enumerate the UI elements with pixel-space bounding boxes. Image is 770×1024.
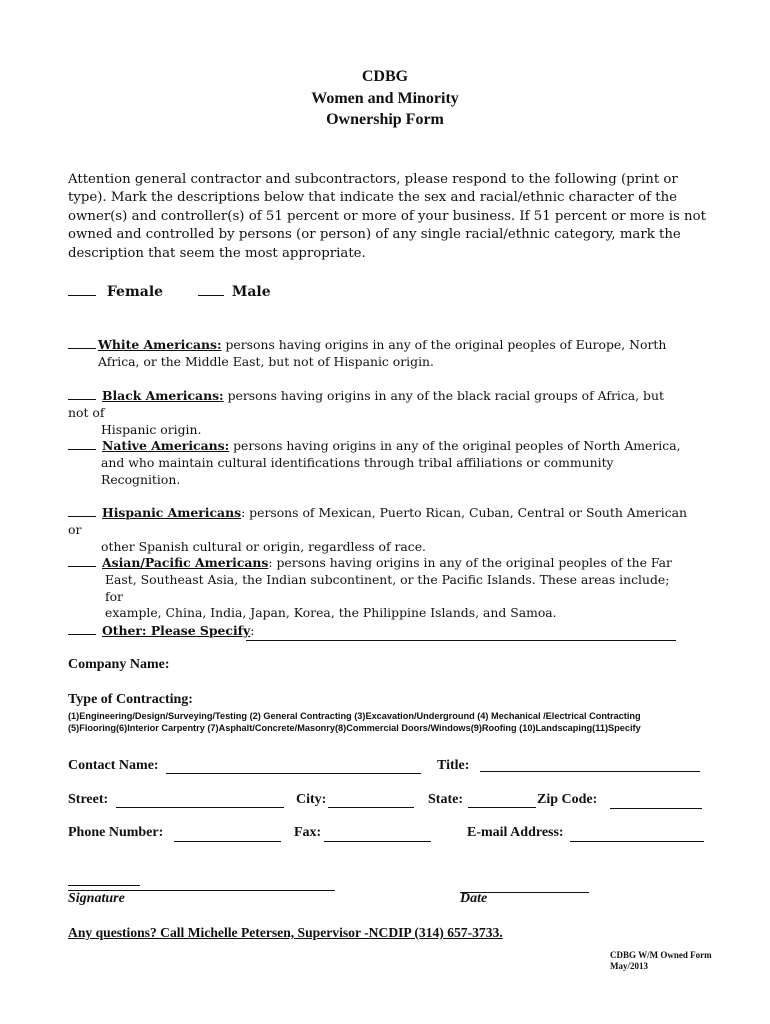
- date-label: Date: [460, 891, 488, 906]
- category-name: Hispanic Americans: [102, 505, 242, 520]
- intro-text: Attention general contractor and subcontractors, please respond to the following (print or type). Mark the descriptions below that indicate the sex and racial/ethnic character of the owner(s) and controller(s) of 51 percent or more of your business. If 51 percent or more is not owned and controlled by persons (or person) of any single racial/ethnic category, mark the description that seem the most appropriate.: [68, 172, 706, 261]
- category-native-americans: [68, 437, 688, 488]
- phone-number-label: Phone Number:: [68, 825, 164, 840]
- company-name-label: Company Name:: [68, 657, 170, 672]
- intro-paragraph: [68, 171, 708, 263]
- category-desc-cont: and who maintain cultural identifications through tribal affiliations or community: [101, 454, 614, 470]
- category-name: Asian/Pacific Americans: [102, 555, 269, 570]
- form-title: [0, 66, 770, 131]
- other-specify-field[interactable]: [246, 640, 676, 641]
- female-label: Female: [106, 284, 164, 300]
- category-white-americans: [68, 336, 688, 371]
- category-desc-cont: East, Southeast Asia, the Indian subcontinent, or the Pacific Islands. These areas include; for: [105, 571, 670, 604]
- type-of-contracting-label: Type of Contracting:: [68, 692, 193, 707]
- signature-label: Signature: [68, 891, 125, 906]
- fax-label: Fax:: [294, 825, 322, 840]
- category-checkbox-blank[interactable]: [68, 504, 96, 517]
- category-desc: persons having origins in any of the black racial groups of Africa, but not of: [68, 388, 664, 420]
- category-name: White Americans:: [98, 337, 222, 352]
- contracting-types-line-2: (5)Flooring(6)Interior Carpentry (7)Asphalt/Concrete/Masonry(8)Commercial Doors/Windows(9)Roofing (10)Landscaping(11)Specify: [68, 723, 641, 733]
- category-desc-cont: other Spanish cultural or origin, regardless of race.: [101, 538, 427, 554]
- title-line-1: CDBG: [361, 68, 409, 85]
- category-desc-cont-2: Recognition.: [101, 471, 181, 487]
- title-line-3: Ownership Form: [326, 111, 444, 128]
- sex-selection: [68, 281, 271, 300]
- state-label: State:: [428, 792, 463, 807]
- category-desc: persons having origins in any of the original peoples of North America,: [229, 438, 681, 453]
- category-desc: : persons having origins in any of the original peoples of the Far: [268, 555, 672, 570]
- category-checkbox-blank[interactable]: [68, 437, 96, 450]
- category-name: Other: Please Specify: [102, 623, 251, 638]
- street-label: Street:: [68, 792, 109, 807]
- fax-field[interactable]: [324, 841, 431, 842]
- contact-name-label: Contact Name:: [68, 758, 159, 773]
- category-name: Black Americans:: [102, 388, 224, 403]
- category-desc-cont-2: example, China, India, Japan, Korea, the Philippine Islands, and Samoa.: [105, 605, 557, 621]
- contracting-types-list: [68, 710, 708, 734]
- contact-name-field[interactable]: [166, 773, 421, 774]
- state-field[interactable]: [468, 807, 536, 808]
- city-label: City:: [296, 792, 327, 807]
- email-address-field[interactable]: [570, 841, 704, 842]
- category-desc: persons having origins in any of the original peoples of Europe, North: [221, 337, 667, 352]
- category-other: [68, 622, 688, 640]
- category-desc: : persons of Mexican, Puerto Rican, Cuban, Central or South American or: [68, 505, 688, 537]
- title-label: Title:: [437, 758, 470, 773]
- male-checkbox-blank[interactable]: [198, 281, 224, 296]
- category-checkbox-blank[interactable]: [68, 387, 96, 400]
- category-checkbox-blank[interactable]: [68, 622, 96, 635]
- male-label: Male: [231, 284, 271, 300]
- category-hispanic-americans: [68, 504, 688, 555]
- phone-number-field[interactable]: [174, 841, 281, 842]
- city-field[interactable]: [328, 807, 414, 808]
- category-desc: :: [250, 623, 255, 638]
- category-checkbox-blank[interactable]: [68, 336, 96, 349]
- footer-line-2: May/2013: [610, 961, 648, 971]
- questions-contact-line: Any questions? Call Michelle Petersen, Supervisor -NCDIP (314) 657-3733.: [68, 925, 503, 940]
- category-desc-cont: Hispanic origin.: [101, 421, 202, 437]
- category-name: Native Americans:: [102, 438, 230, 453]
- zip-code-field[interactable]: [610, 808, 702, 809]
- zip-code-label: Zip Code:: [537, 792, 598, 807]
- street-field[interactable]: [116, 807, 284, 808]
- title-line-2: Women and Minority: [311, 89, 459, 107]
- footer-form-id: [610, 950, 712, 972]
- category-asian-pacific-americans: [68, 554, 688, 622]
- female-checkbox-blank[interactable]: [68, 281, 96, 296]
- category-black-americans: [68, 387, 688, 438]
- title-field[interactable]: [480, 771, 700, 772]
- footer-line-1: CDBG W/M Owned Form: [610, 950, 712, 960]
- category-desc-cont: Africa, or the Middle East, but not of Hispanic origin.: [98, 353, 434, 369]
- contracting-types-line-1: (1)Engineering/Design/Surveying/Testing (2) General Contracting (3)Excavation/Underground (4) Mechanical /Electrical Contracting: [68, 711, 641, 721]
- signature-short-rule: [68, 885, 140, 886]
- category-checkbox-blank[interactable]: [68, 554, 96, 567]
- email-address-label: E-mail Address:: [467, 825, 564, 840]
